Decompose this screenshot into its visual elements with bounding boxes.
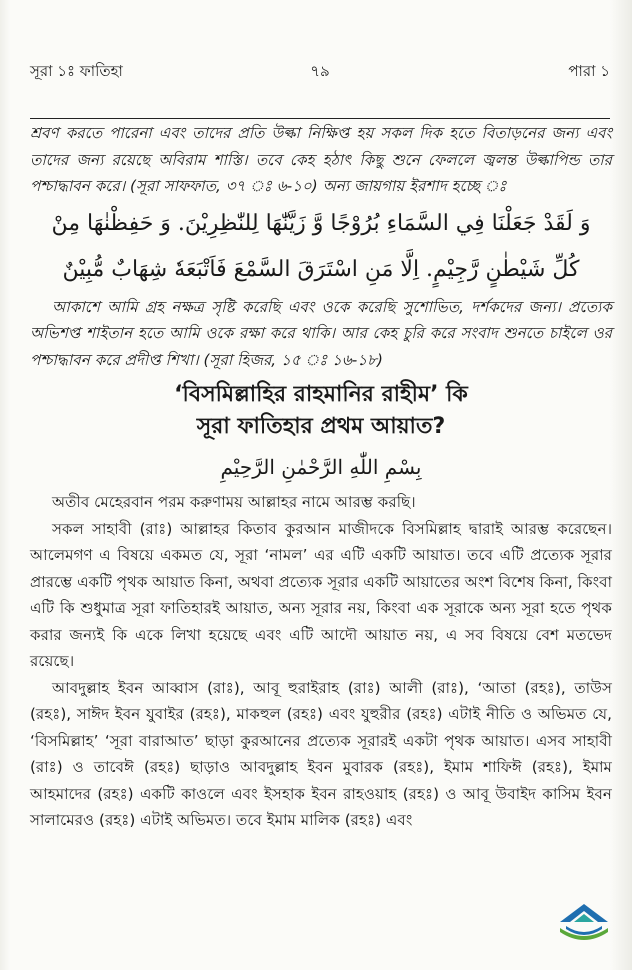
paragraph-3: অতীব মেহেরবান পরম করুণাময় আল্লাহর নামে আরম্ভ করছি। <box>52 493 416 511</box>
arabic-verse-line-1: وَ لَقَدْ جَعَلْنَا فِي السَّمَاءِ بُرُوْجًا وَّ زَيَّنّٰهَا لِلنّٰظِرِيْنَ. وَ حَفِظْنٰهَا مِنْ <box>51 210 591 236</box>
arabic-verse-line-2: كُلِّ شَيْطٰنٍ رَّجِيْمٍ. اِلَّا مَنِ اسْتَرَقَ السَّمْعَ فَاَتْبَعَهٗ شِهَابٌ مُّبِيْنٌ <box>62 256 580 282</box>
paragraph-4: সকল সাহাবী (রাঃ) আল্লাহর কিতাব কুরআন মাজীদকে বিসমিল্লাহ দ্বারাই আরম্ভ করেছেন। আলেমগণ এ বিষয়ে একমত যে, সূরা ‘নামল’ এর এটি একটি আয়াত। তবে এটি প্রত্যেক সূরার প্রারম্ভে একটি পৃথক আয়াত কিনা, অথবা প্রত্যেক সূরার একটি আয়াতের অংশ বিশেষ কিনা, কিংবা এটি কি শুধুমাত্র সূরা ফাতিহারই আয়াত, অন্য সূরার নয়, কিংবা এক সূরাকে অন্য সূরা হতে পৃথক করার জন্যই কি একে লিখা হয়েছে এবং এটি আদৌ আয়াত নয়, এ সব বিষয়ে বেশ মতভেদ রয়েছে। <box>30 519 612 670</box>
bismillah-arabic: بِسْمِ اللّٰهِ الرَّحْمٰنِ الرَّحِيْمِ <box>220 455 422 479</box>
section-heading-line-1: ‘বিসমিল্লাহির রাহমানির রাহীম’ কি <box>174 382 468 407</box>
paragraph-5: আবদুল্লাহ ইবন আব্বাস (রাঃ), আবূ হুরাইরাহ (রাঃ) আলী (রাঃ), ‘আতা (রহঃ), তাউস (রহঃ), সাঈদ ইবন যুবাইর (রহঃ), মাকহুল (রহঃ) এবং যুহুরীর (রহঃ) এটাই নীতি ও অভিমত যে, ‘বিসমিল্লাহ’ ‘সূরা বারাআত’ ছাড়া কুরআনের প্রত্যেক সূরারই একটা পৃথক আয়াত। এসব সাহাবী (রাঃ) ও তাবেঈ (রহঃ) ছাড়াও আবদুল্লাহ ইবন মুবারক (রহঃ), ইমাম শাফিঈ (রহঃ), ইমাম আহমাদের (রহঃ) একটি কাওলে এবং ইসহাক ইবন রাহওয়াহ (রহঃ) ও আবূ উবাইদ কাসিম ইবন সালামেরও (রহঃ) এটাই অভিমত। তবে ইমাম মালিক (রহঃ) এবং <box>30 678 612 829</box>
paragraph-2: আকাশে আমি গ্রহ নক্ষত্র সৃষ্টি করেছি এবং ওকে করেছি সুশোভিত, দর্শকদের জন্য। প্রত্যেক অভিশপ্ত শাইতান হতে আমি ওকে রক্ষা করে থাকি। আর কেহ চুরি করে সংবাদ শুনতে চাইলে ওর পশ্চাদ্ধাবন করে প্রদীপ্ত শিখা। (সূরা হিজর, ১৫ ঃ ১৬-১৮) <box>30 297 612 369</box>
page-number: ৭৯ <box>310 62 330 80</box>
header-para-label: পারা ১ <box>568 62 610 80</box>
publisher-logo-icon <box>554 900 614 944</box>
header-rule <box>30 118 610 119</box>
header-surah-label: সূরা ১ঃ ফাতিহা <box>30 62 123 80</box>
page-body <box>30 120 612 834</box>
paragraph-1: শ্রবণ করতে পারেনা এবং তাদের প্রতি উল্কা নিক্ষিপ্ত হয় সকল দিক হতে বিতাড়নের জন্য এবং তাদের জন্য রয়েছে অবিরাম শাস্তি। তবে কেহ হঠাৎ কিছু শুনে ফেললে জ্বলন্ত উল্কাপিন্ড তার পশ্চাদ্ধাবন করে। (সূরা সাফফাত, ৩৭ ঃ ৬-১০) অন্য জায়গায় ইরশাদ হচ্ছে ঃ <box>30 124 612 195</box>
section-heading <box>30 379 612 443</box>
running-header <box>30 58 610 84</box>
section-heading-line-2: সূরা ফাতিহার প্রথম আয়াত? <box>196 414 446 439</box>
